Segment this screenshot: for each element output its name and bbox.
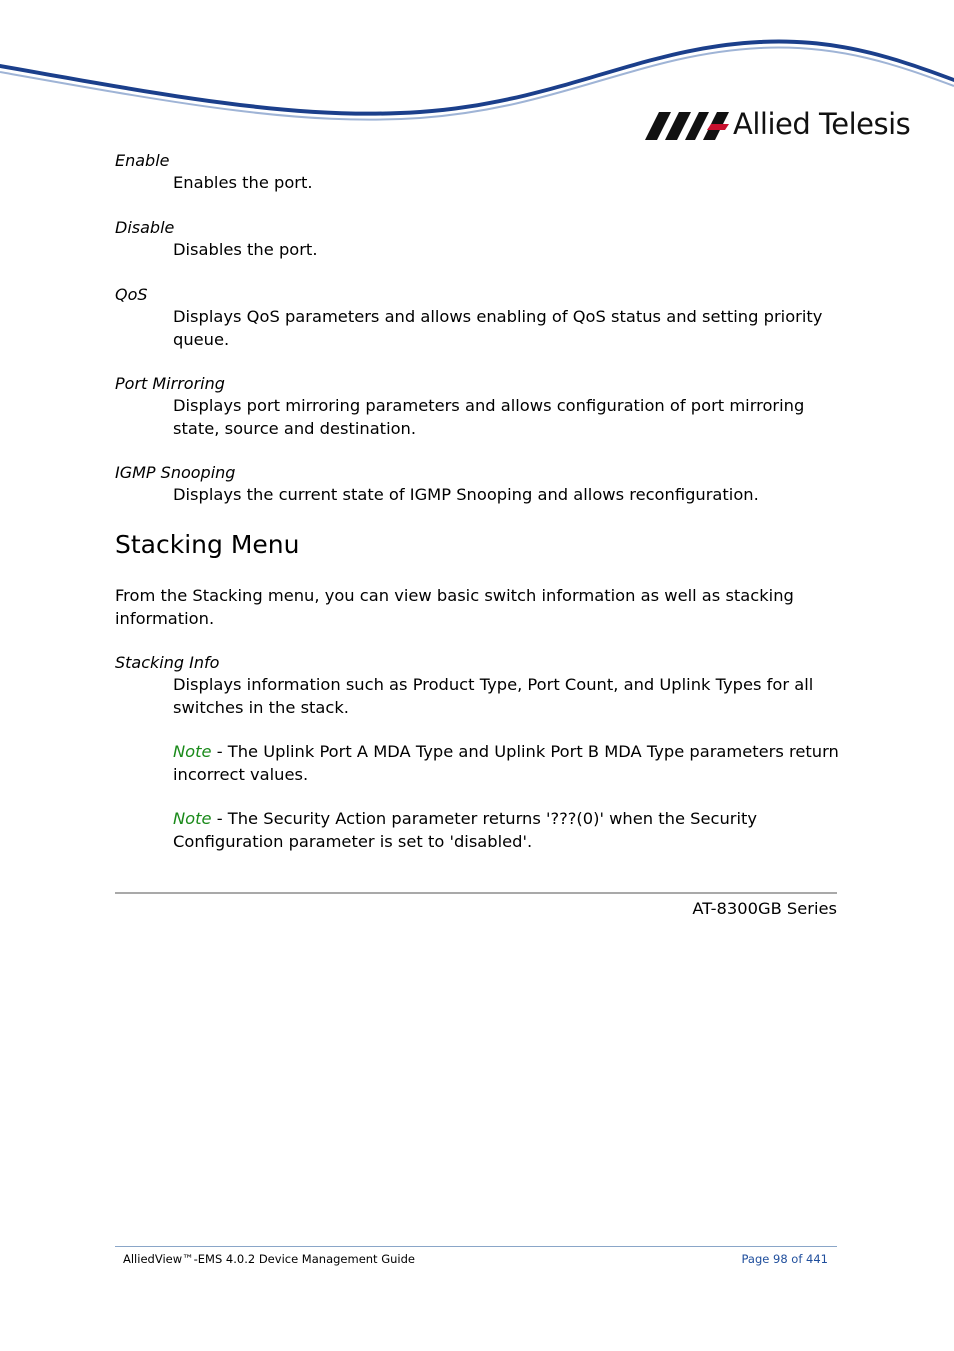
desc-port-mirroring: Displays port mirroring parameters and allows configuration of port mirroring state, source and destination. bbox=[173, 396, 805, 438]
footer-page-number: Page 98 of 441 bbox=[741, 1252, 828, 1266]
desc-igmp-snooping: Displays the current state of IGMP Snooping and allows reconfiguration. bbox=[173, 485, 759, 504]
note-label: Note bbox=[173, 742, 212, 761]
desc-qos: Displays QoS parameters and allows enabling of QoS status and setting priority queue. bbox=[173, 307, 823, 349]
section-title: Stacking Menu bbox=[115, 530, 300, 559]
allied-telesis-logo bbox=[645, 107, 911, 146]
note-text: - The Security Action parameter returns '???(0)' when the Security Configuration parameter is set to 'disabled'. bbox=[173, 809, 758, 851]
desc-enable: Enables the port. bbox=[173, 173, 313, 192]
note-label: Note bbox=[173, 809, 212, 828]
footer-divider bbox=[115, 1246, 837, 1247]
term-enable: Enable bbox=[115, 151, 170, 170]
term-qos: QoS bbox=[115, 285, 148, 304]
term-igmp-snooping: IGMP Snooping bbox=[115, 463, 236, 482]
note-text: - The Uplink Port A MDA Type and Uplink Port B MDA Type parameters return incorrect values. bbox=[173, 742, 839, 784]
logo-wordmark: Allied Telesis bbox=[733, 107, 911, 141]
desc-disable: Disables the port. bbox=[173, 240, 318, 259]
note-1 bbox=[173, 741, 853, 786]
term-disable: Disable bbox=[115, 218, 175, 237]
section-intro: From the Stacking menu, you can view basic switch information as well as stacking information. bbox=[115, 586, 794, 628]
desc-stacking-info: Displays information such as Product Type, Port Count, and Uplink Types for all switches in the stack. bbox=[173, 675, 814, 717]
section-divider bbox=[115, 892, 837, 894]
logo-mark-icon bbox=[645, 112, 729, 140]
term-port-mirroring: Port Mirroring bbox=[115, 374, 225, 393]
series-label: AT-8300GB Series bbox=[692, 899, 837, 918]
note-2 bbox=[173, 808, 853, 853]
term-stacking-info: Stacking Info bbox=[115, 653, 220, 672]
footer-doc-title: AlliedView™-EMS 4.0.2 Device Management Guide bbox=[123, 1252, 415, 1266]
